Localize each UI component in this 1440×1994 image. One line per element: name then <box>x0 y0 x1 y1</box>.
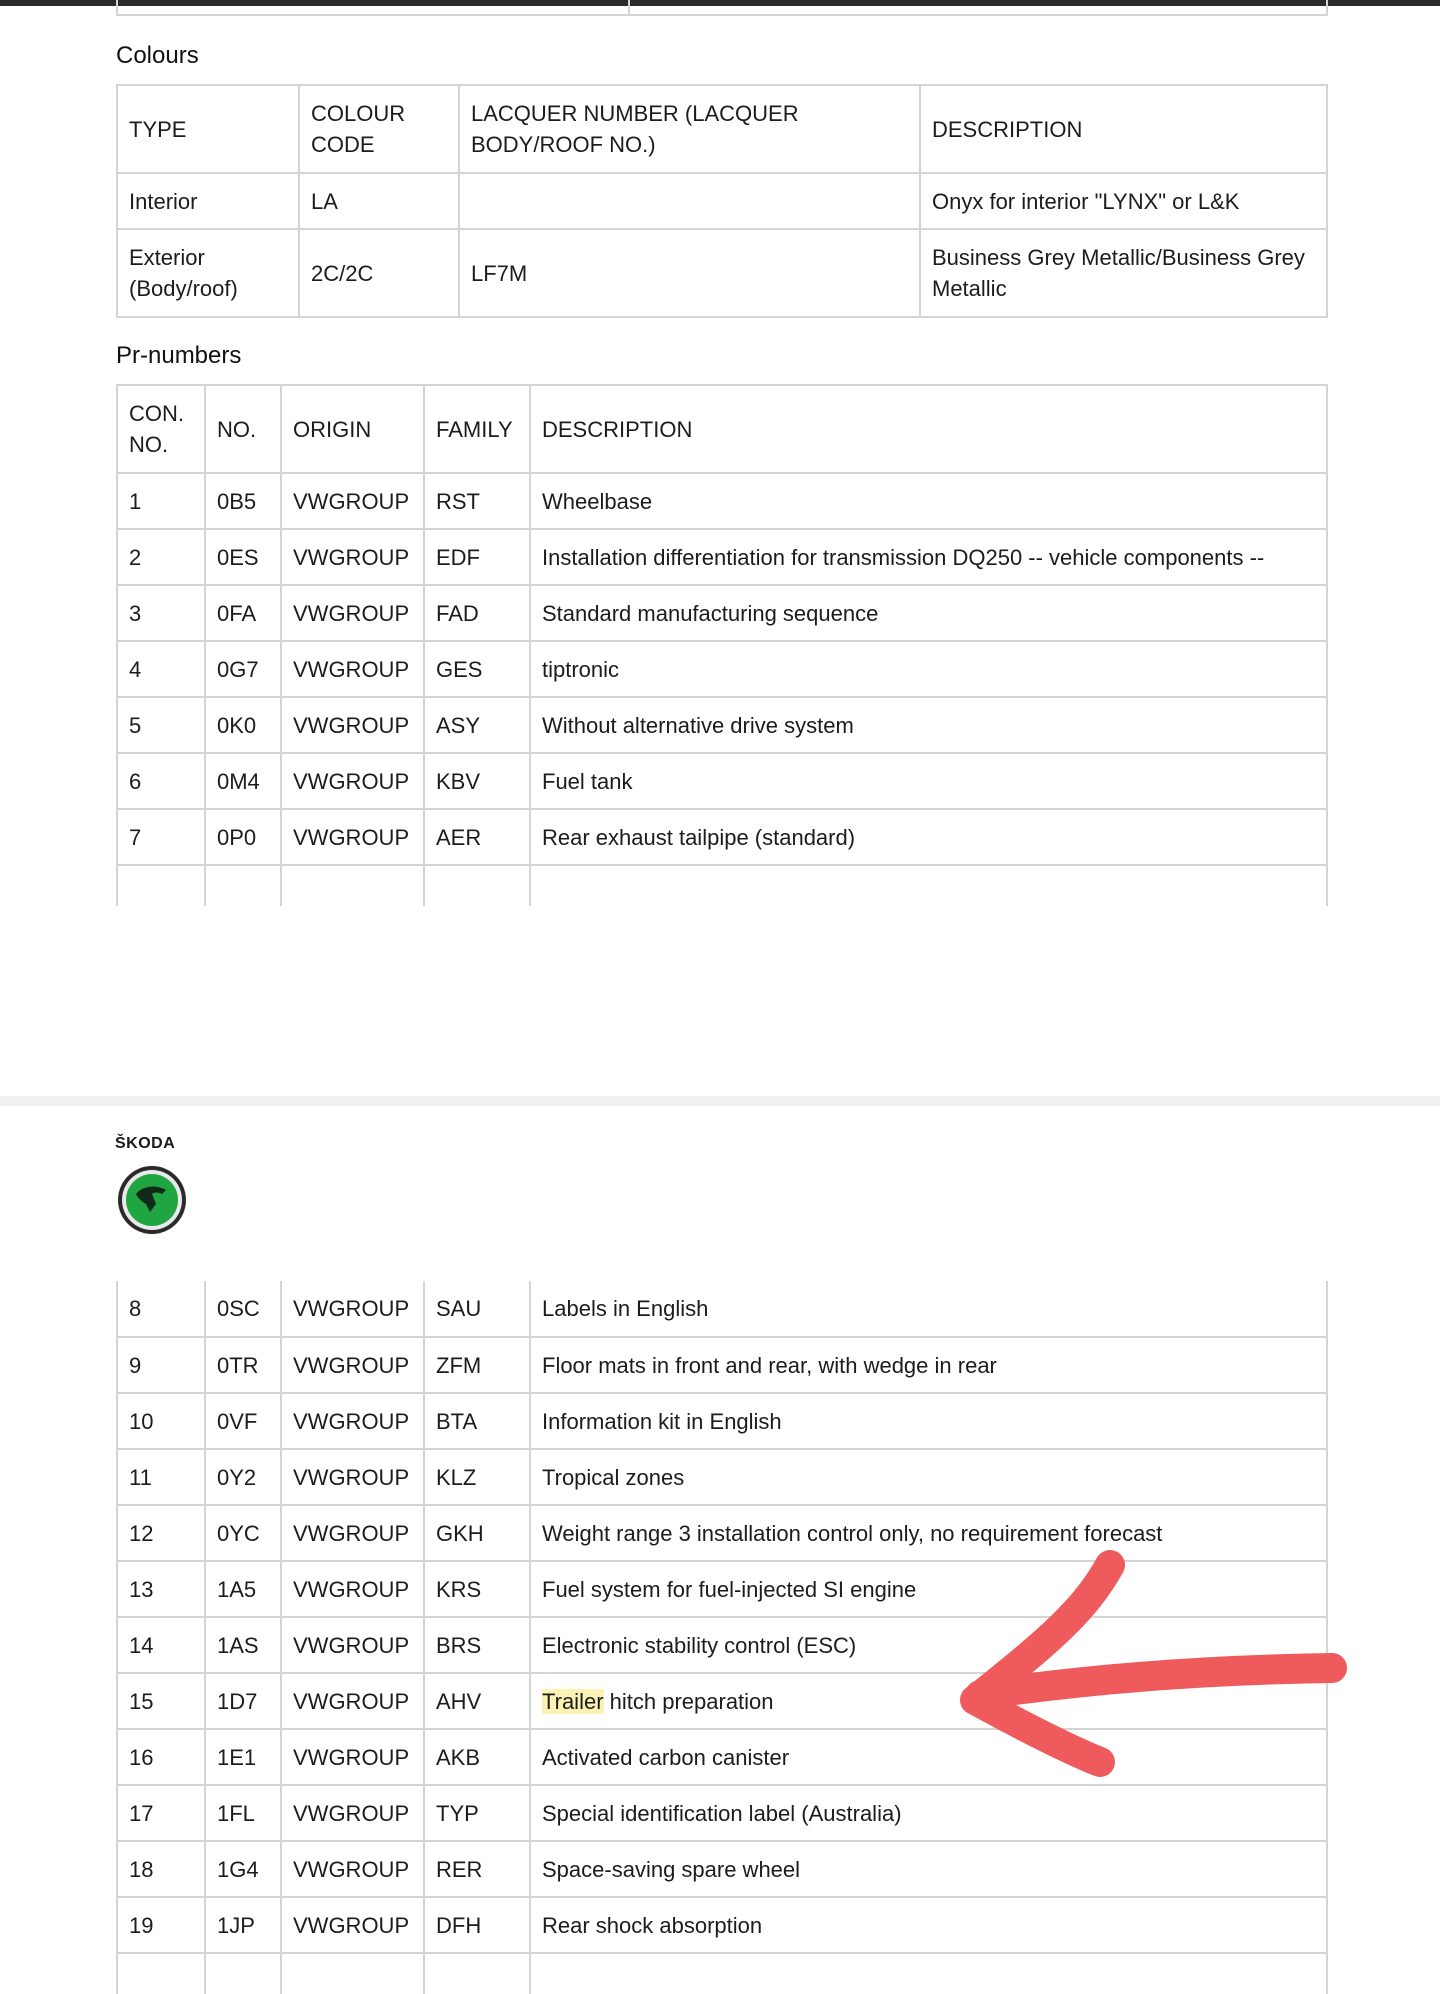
cell-origin: VWGROUP <box>281 1449 424 1505</box>
cell-origin: VWGROUP <box>281 809 424 865</box>
cell-con-no: 18 <box>117 1841 205 1897</box>
header-type: TYPE <box>117 85 299 173</box>
cell-con-no: 4 <box>117 641 205 697</box>
table-row <box>117 1897 1327 1953</box>
table-row <box>117 1617 1327 1673</box>
cell-description: Wheelbase <box>530 473 1327 529</box>
skoda-wordmark: ŠKODA <box>115 1135 176 1152</box>
table-row <box>117 1337 1327 1393</box>
cell-family: GES <box>424 641 530 697</box>
cell-origin: VWGROUP <box>281 1729 424 1785</box>
cell-con-no: 5 <box>117 697 205 753</box>
cell-family: BRS <box>424 1617 530 1673</box>
table-row <box>117 1561 1327 1617</box>
cell-con-no: 12 <box>117 1505 205 1561</box>
cell-no: 0YC <box>205 1505 281 1561</box>
table-row <box>117 585 1327 641</box>
cell-family: AHV <box>424 1673 530 1729</box>
cell-description: Onyx for interior "LYNX" or L&K <box>920 173 1327 229</box>
cell-description <box>530 1673 1327 1729</box>
cell-origin: VWGROUP <box>281 1505 424 1561</box>
cell-family: FAD <box>424 585 530 641</box>
cell-con-no: 16 <box>117 1729 205 1785</box>
cell-no: 1AS <box>205 1617 281 1673</box>
cell-family: ASY <box>424 697 530 753</box>
cell-family: DFH <box>424 1897 530 1953</box>
cell-no: 1D7 <box>205 1673 281 1729</box>
cell-con-no: 11 <box>117 1449 205 1505</box>
cell-origin: VWGROUP <box>281 1785 424 1841</box>
description-rest: hitch preparation <box>603 1688 774 1714</box>
page-separator <box>0 1096 1440 1106</box>
cell-description: Rear exhaust tailpipe (standard) <box>530 809 1327 865</box>
cell-description: Information kit in English <box>530 1393 1327 1449</box>
table-row <box>117 473 1327 529</box>
highlighted-word: Trailer <box>542 1688 604 1714</box>
cell-origin: VWGROUP <box>281 753 424 809</box>
cell-family: SAU <box>424 1281 530 1337</box>
cell-origin: VWGROUP <box>281 1561 424 1617</box>
cell-con-no: 6 <box>117 753 205 809</box>
cell-family: KBV <box>424 753 530 809</box>
cell-family: AER <box>424 809 530 865</box>
table-row <box>117 697 1327 753</box>
cell-con-no: 1 <box>117 473 205 529</box>
table-row-cut <box>117 865 1327 906</box>
cell-family: RER <box>424 1841 530 1897</box>
table-row <box>117 809 1327 865</box>
cell-no: 0M4 <box>205 753 281 809</box>
cell-no: 0Y2 <box>205 1449 281 1505</box>
cell-lacquer <box>459 173 920 229</box>
table-row <box>117 753 1327 809</box>
cell-description: Activated carbon canister <box>530 1729 1327 1785</box>
cell-family: BTA <box>424 1393 530 1449</box>
cell-no: 1FL <box>205 1785 281 1841</box>
table-row <box>117 641 1327 697</box>
cell-no: 1JP <box>205 1897 281 1953</box>
cell-origin: VWGROUP <box>281 473 424 529</box>
header-colour-code: COLOUR CODE <box>299 85 459 173</box>
table-row <box>117 1729 1327 1785</box>
cell-family: KLZ <box>424 1449 530 1505</box>
cell-family: AKB <box>424 1729 530 1785</box>
cell-lacquer: LF7M <box>459 229 920 317</box>
header-description: DESCRIPTION <box>530 385 1327 473</box>
colours-header-row <box>117 85 1327 173</box>
cell-description: Space-saving spare wheel <box>530 1841 1327 1897</box>
cell-description: Installation differentiation for transmission DQ250 -- vehicle components -- <box>530 529 1327 585</box>
cell-description: tiptronic <box>530 641 1327 697</box>
cell-type: Interior <box>117 173 299 229</box>
table-row <box>117 173 1327 229</box>
cell-family: TYP <box>424 1785 530 1841</box>
cell-colour-code: LA <box>299 173 459 229</box>
cell-origin: VWGROUP <box>281 585 424 641</box>
cell-con-no: 3 <box>117 585 205 641</box>
table-row <box>117 529 1327 585</box>
header-family: FAMILY <box>424 385 530 473</box>
pr-numbers-table <box>116 384 1328 906</box>
pr-numbers-title: Pr-numbers <box>116 342 242 369</box>
header-lacquer-number: LACQUER NUMBER (LACQUER BODY/ROOF NO.) <box>459 85 920 173</box>
cell-no: 1E1 <box>205 1729 281 1785</box>
previous-table-stub <box>116 0 1328 16</box>
cell-description: Floor mats in front and rear, with wedge in rear <box>530 1337 1327 1393</box>
header-no: NO. <box>205 385 281 473</box>
header-origin: ORIGIN <box>281 385 424 473</box>
table-row <box>117 1393 1327 1449</box>
cell-no: 0VF <box>205 1393 281 1449</box>
cell-no: 0P0 <box>205 809 281 865</box>
cell-origin: VWGROUP <box>281 641 424 697</box>
cell-origin: VWGROUP <box>281 1281 424 1337</box>
cell-colour-code: 2C/2C <box>299 229 459 317</box>
cell-description: Special identification label (Australia) <box>530 1785 1327 1841</box>
cell-no: 0SC <box>205 1281 281 1337</box>
cell-no: 0TR <box>205 1337 281 1393</box>
cell-no: 0FA <box>205 585 281 641</box>
table-row <box>117 1505 1327 1561</box>
cell-origin: VWGROUP <box>281 1393 424 1449</box>
cell-no: 1G4 <box>205 1841 281 1897</box>
cell-con-no: 2 <box>117 529 205 585</box>
cell-origin: VWGROUP <box>281 1897 424 1953</box>
pr-numbers-table-continued <box>116 1281 1328 1994</box>
cell-con-no: 13 <box>117 1561 205 1617</box>
cell-no: 1A5 <box>205 1561 281 1617</box>
cell-con-no: 7 <box>117 809 205 865</box>
cell-no: 0G7 <box>205 641 281 697</box>
cell-description: Labels in English <box>530 1281 1327 1337</box>
cell-family: EDF <box>424 529 530 585</box>
table-row <box>117 1449 1327 1505</box>
cell-description: Tropical zones <box>530 1449 1327 1505</box>
cell-type: Exterior (Body/roof) <box>117 229 299 317</box>
cell-family: ZFM <box>424 1337 530 1393</box>
cell-con-no: 14 <box>117 1617 205 1673</box>
cell-origin: VWGROUP <box>281 1841 424 1897</box>
cell-origin: VWGROUP <box>281 1673 424 1729</box>
cell-family: RST <box>424 473 530 529</box>
cell-con-no: 10 <box>117 1393 205 1449</box>
cell-con-no: 15 <box>117 1673 205 1729</box>
table-row <box>117 229 1327 317</box>
header-description: DESCRIPTION <box>920 85 1327 173</box>
cell-description: Business Grey Metallic/Business Grey Metallic <box>920 229 1327 317</box>
cell-no: 0B5 <box>205 473 281 529</box>
cell-origin: VWGROUP <box>281 697 424 753</box>
cell-description: Weight range 3 installation control only, no requirement forecast <box>530 1505 1327 1561</box>
cell-description: Electronic stability control (ESC) <box>530 1617 1327 1673</box>
table-row <box>117 1785 1327 1841</box>
pr-header-row <box>117 385 1327 473</box>
cell-con-no: 19 <box>117 1897 205 1953</box>
table-row <box>117 1673 1327 1729</box>
cell-con-no: 9 <box>117 1337 205 1393</box>
cell-origin: VWGROUP <box>281 1337 424 1393</box>
cell-family: GKH <box>424 1505 530 1561</box>
cell-origin: VWGROUP <box>281 1617 424 1673</box>
cell-description: Fuel tank <box>530 753 1327 809</box>
cell-description: Fuel system for fuel-injected SI engine <box>530 1561 1327 1617</box>
cell-no: 0ES <box>205 529 281 585</box>
skoda-logo-icon <box>116 1164 188 1236</box>
cell-description: Standard manufacturing sequence <box>530 585 1327 641</box>
cell-con-no: 8 <box>117 1281 205 1337</box>
cell-description: Rear shock absorption <box>530 1897 1327 1953</box>
header-con-no: CON. NO. <box>117 385 205 473</box>
colours-title: Colours <box>116 42 199 69</box>
cell-no: 0K0 <box>205 697 281 753</box>
cell-description: Without alternative drive system <box>530 697 1327 753</box>
colours-table <box>116 84 1328 318</box>
cell-family: KRS <box>424 1561 530 1617</box>
cell-con-no: 17 <box>117 1785 205 1841</box>
cell-origin: VWGROUP <box>281 529 424 585</box>
table-row-cut <box>117 1953 1327 1994</box>
table-row <box>117 1841 1327 1897</box>
table-row <box>117 1281 1327 1337</box>
